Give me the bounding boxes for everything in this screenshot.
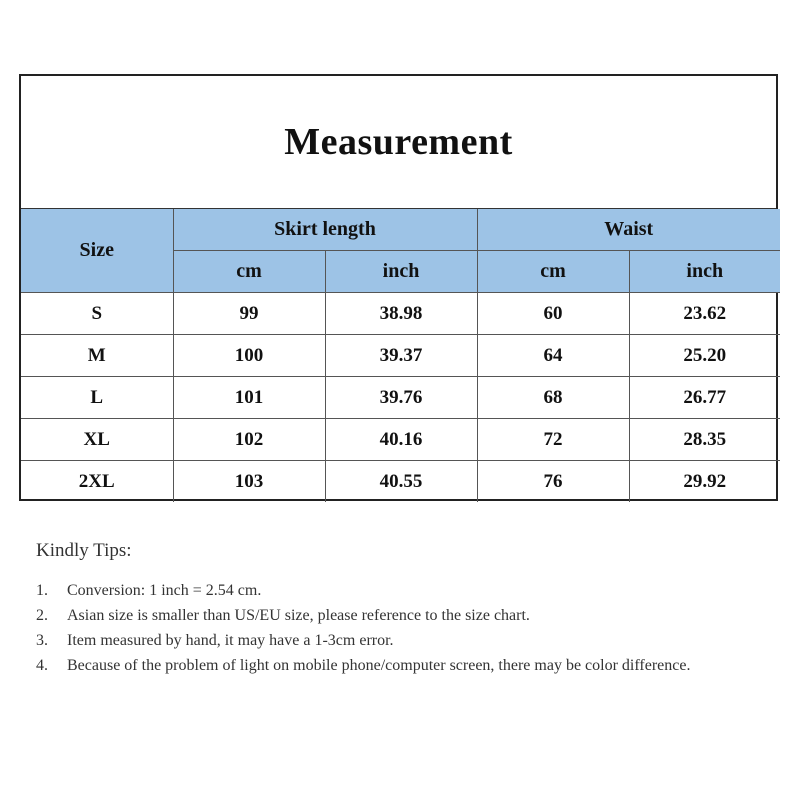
list-item xyxy=(36,603,776,628)
table-cell: 29.92 xyxy=(629,461,780,503)
table-cell: 99 xyxy=(173,293,325,335)
table-cell: 64 xyxy=(477,335,629,377)
table-row xyxy=(21,377,780,419)
table-cell: 39.76 xyxy=(325,377,477,419)
table-cell: 100 xyxy=(173,335,325,377)
tip-text: Because of the problem of light on mobile phone/computer screen, there may be color difference. xyxy=(67,657,691,674)
kindly-tips xyxy=(36,540,776,678)
table-row xyxy=(21,293,780,335)
tip-text: Conversion: 1 inch = 2.54 cm. xyxy=(67,582,262,599)
size-header: Size xyxy=(21,209,173,293)
tips-list xyxy=(36,578,776,678)
measurement-sheet xyxy=(19,74,778,501)
tip-number: 2. xyxy=(36,607,48,624)
size-cell: L xyxy=(21,377,173,419)
unit-header: inch xyxy=(629,251,780,293)
table-row xyxy=(21,461,780,503)
unit-header: cm xyxy=(477,251,629,293)
unit-header: inch xyxy=(325,251,477,293)
table-row xyxy=(21,335,780,377)
header-row-groups xyxy=(21,209,780,251)
tip-number: 3. xyxy=(36,632,48,649)
list-item xyxy=(36,578,776,603)
table-cell: 101 xyxy=(173,377,325,419)
title-row xyxy=(21,76,776,209)
table-cell: 25.20 xyxy=(629,335,780,377)
size-table xyxy=(21,209,780,502)
table-cell: 103 xyxy=(173,461,325,503)
group-header-waist: Waist xyxy=(477,209,780,251)
tip-number: 1. xyxy=(36,582,48,599)
tip-number: 4. xyxy=(36,657,48,674)
size-cell: M xyxy=(21,335,173,377)
table-row xyxy=(21,419,780,461)
size-cell: XL xyxy=(21,419,173,461)
page-title: Measurement xyxy=(284,121,513,163)
list-item xyxy=(36,653,776,678)
table-cell: 26.77 xyxy=(629,377,780,419)
table-cell: 40.16 xyxy=(325,419,477,461)
table-cell: 68 xyxy=(477,377,629,419)
tip-text: Asian size is smaller than US/EU size, please reference to the size chart. xyxy=(67,607,530,624)
unit-header: cm xyxy=(173,251,325,293)
group-header-skirt-length: Skirt length xyxy=(173,209,477,251)
table-cell: 23.62 xyxy=(629,293,780,335)
table-cell: 39.37 xyxy=(325,335,477,377)
table-cell: 76 xyxy=(477,461,629,503)
size-cell: 2XL xyxy=(21,461,173,503)
table-cell: 38.98 xyxy=(325,293,477,335)
table-cell: 60 xyxy=(477,293,629,335)
table-cell: 72 xyxy=(477,419,629,461)
table-cell: 40.55 xyxy=(325,461,477,503)
tips-title: Kindly Tips: xyxy=(36,540,132,561)
table-cell: 102 xyxy=(173,419,325,461)
size-cell: S xyxy=(21,293,173,335)
list-item xyxy=(36,628,776,653)
tip-text: Item measured by hand, it may have a 1-3cm error. xyxy=(67,632,394,649)
table-cell: 28.35 xyxy=(629,419,780,461)
